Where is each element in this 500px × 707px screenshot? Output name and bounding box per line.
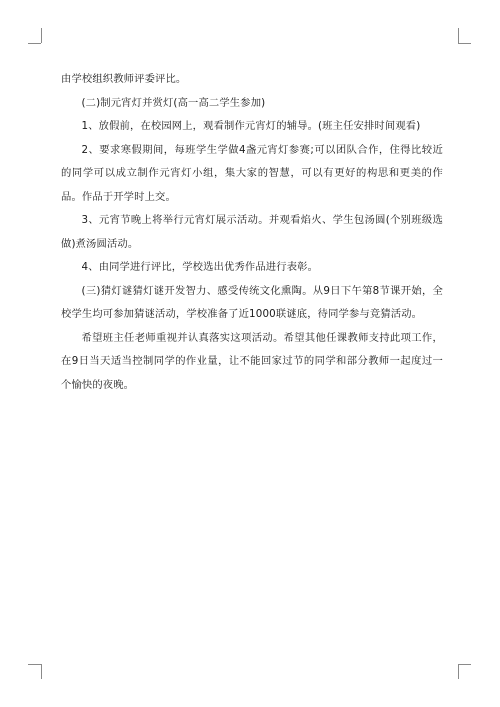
paragraph-item-4: 4、由同学进行评比，学校选出优秀作品进行表彰。 <box>81 261 319 273</box>
paragraph-section-lantern-making: (二)制元宵灯并赏灯(高一高二学生参加) <box>81 96 266 109</box>
document-body <box>61 68 443 397</box>
paragraph-item-1: 1、放假前，在校园网上，观看制作元宵灯的辅导。(班主任安排时间观看) <box>81 120 421 132</box>
paragraph-continuation: 由学校组织教师评委评比。 <box>61 73 187 85</box>
paragraph-section-riddles: (三)猜灯谜猜灯谜开发智力、感受传统文化熏陶。从9日下午第8节课开始，全校学生均可参加猜谜活动，学校准备了近1000联谜底，待同学参与竞猜活动。 <box>61 284 443 320</box>
paragraph-item-3: 3、元宵节晚上将举行元宵灯展示活动。并观看焰火、学生包汤圆(个别班级选做)煮汤圆活动。 <box>61 214 443 250</box>
paragraph-closing: 希望班主任老师重视并认真落实这项活动。希望其他任课教师支持此项工作，在9日当天适当控制同学的作业量，让不能回家过节的同学和部分教师一起度过一个愉快的夜晚。 <box>61 331 443 391</box>
paragraph-item-2: 2、要求寒假期间，每班学生学做4盏元宵灯参赛;可以团队合作，住得比较近的同学可以成立制作元宵灯小组，集大家的智慧，可以有更好的构思和更美的作品。作品于开学时上交。 <box>61 143 443 203</box>
